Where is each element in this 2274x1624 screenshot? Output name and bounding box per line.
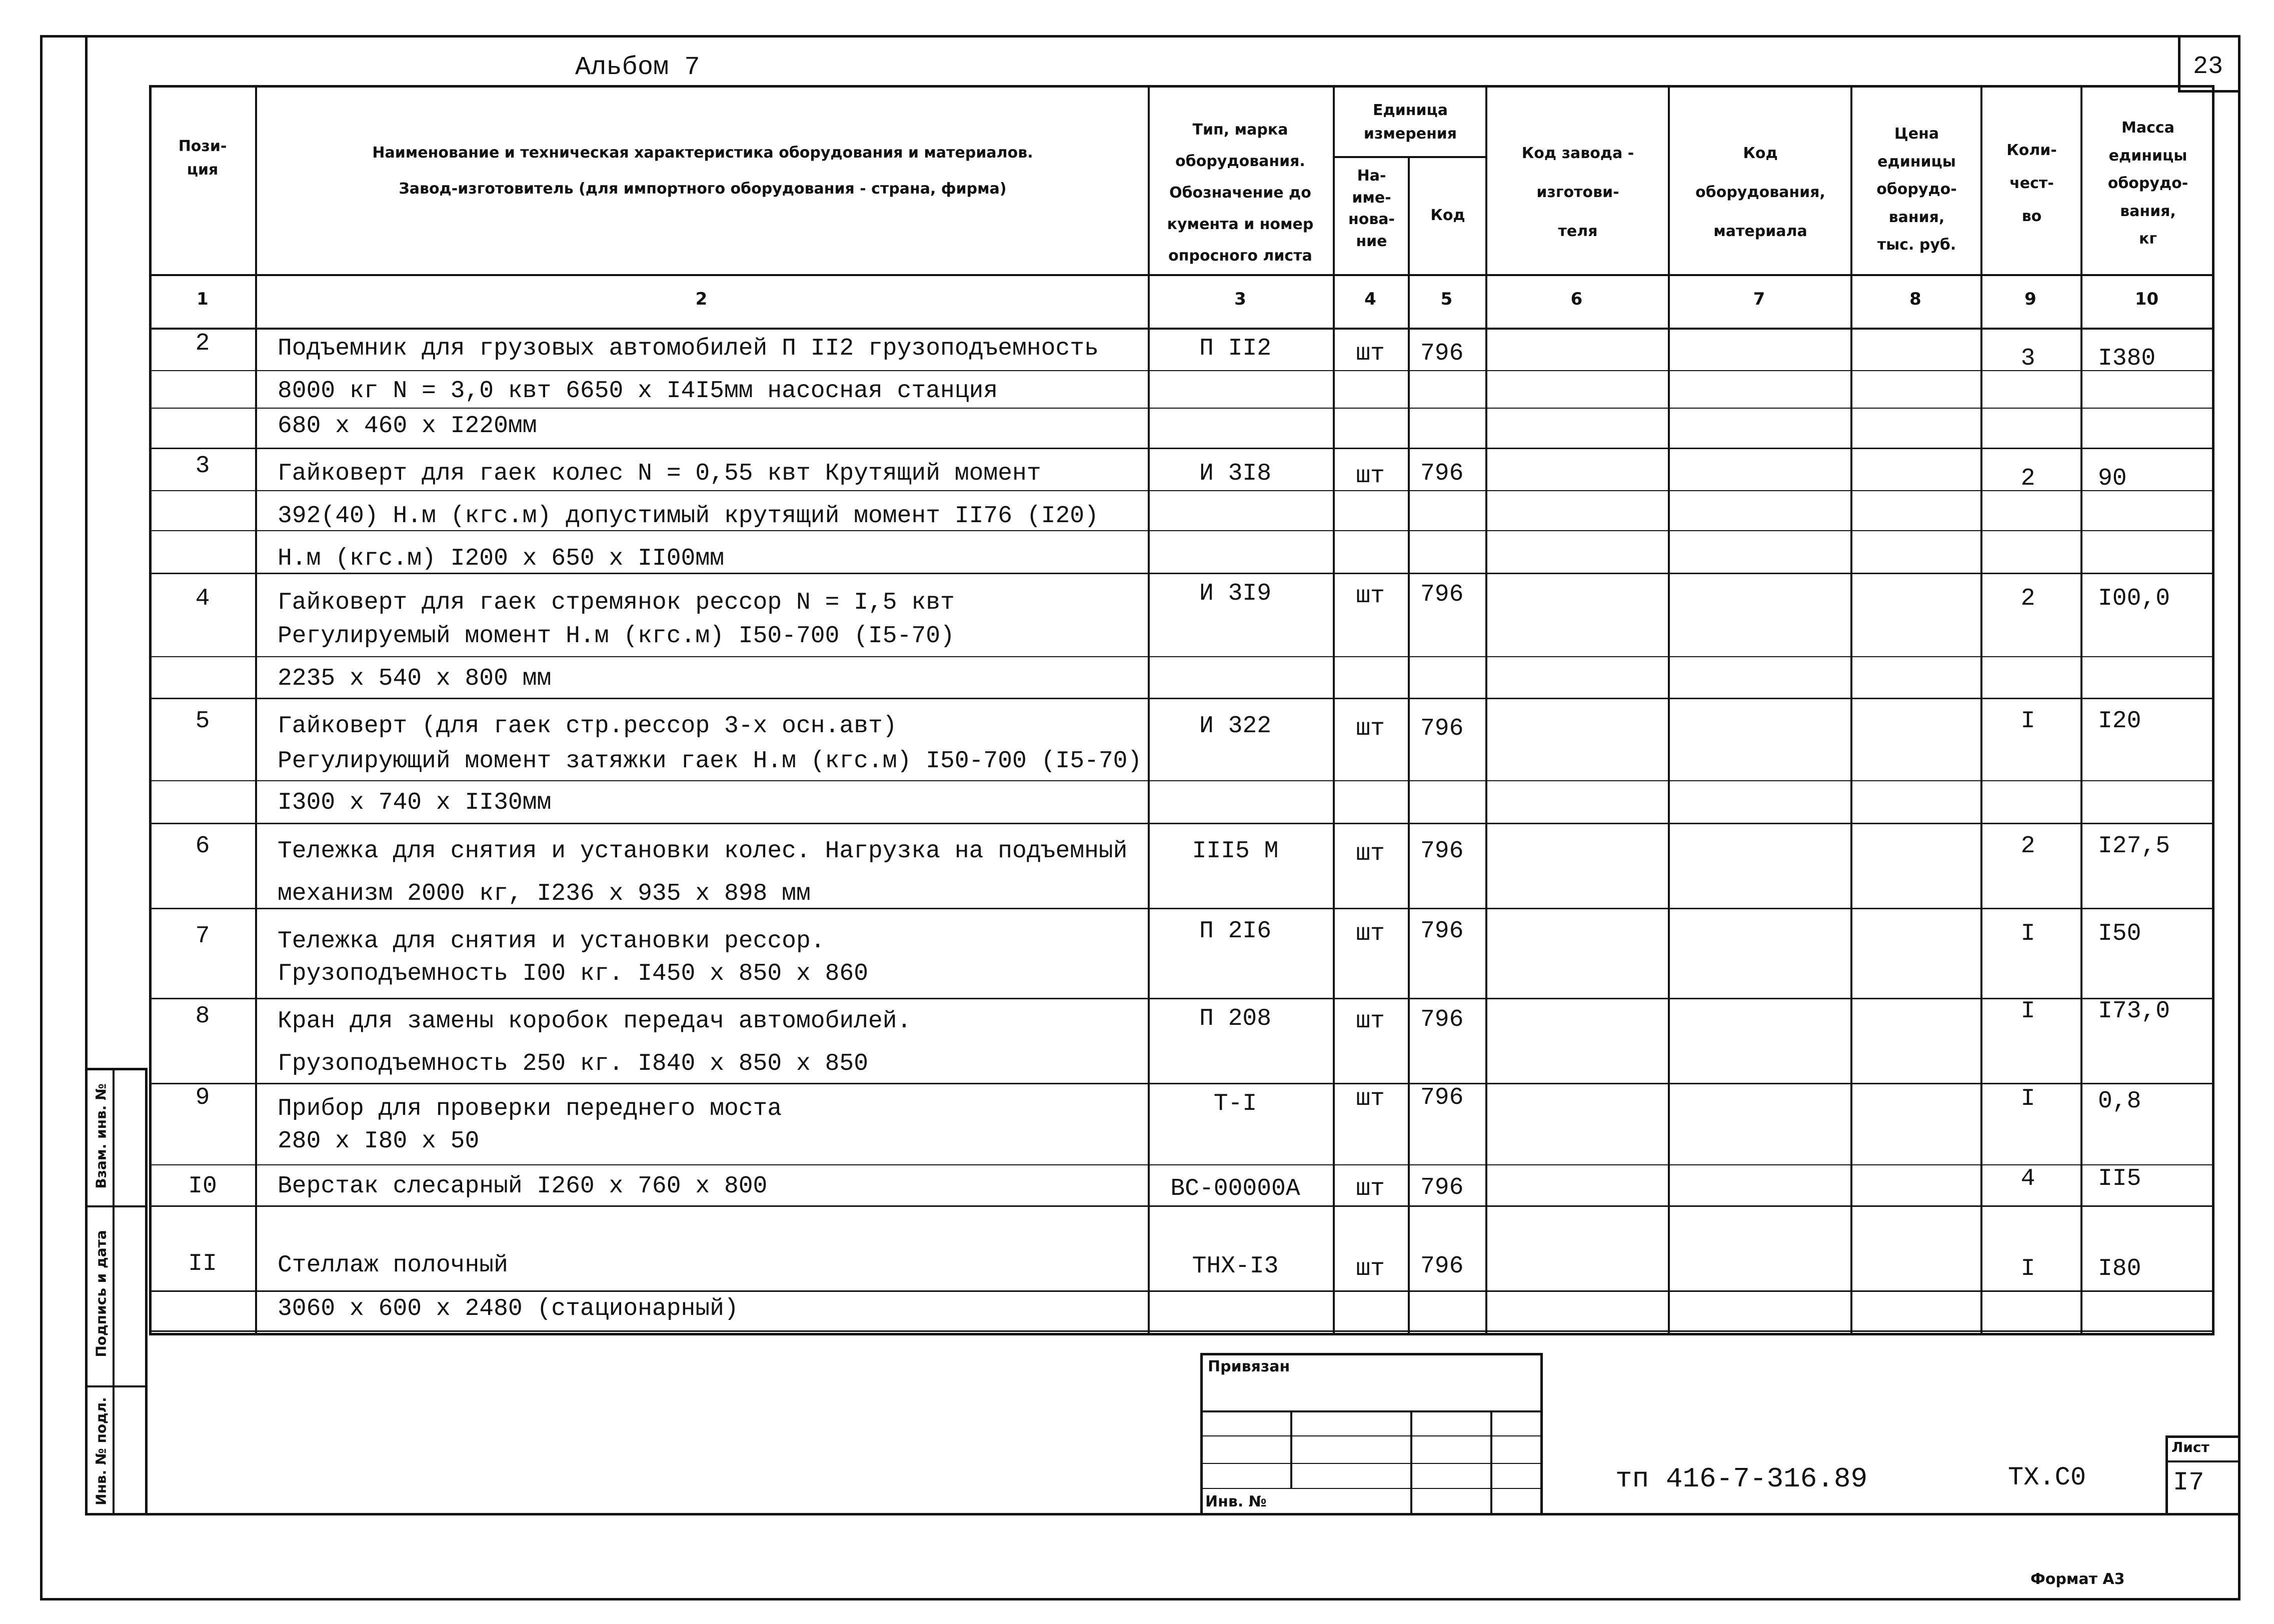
row-description-line: Гайковерт для гаек колес N = 0,55 квт Крутящий момент (278, 460, 1041, 487)
row-description-line: Тележка для снятия и установки колес. Нагрузка на подъемный (278, 838, 1128, 865)
row-position: 8 (195, 1003, 210, 1030)
row-line (149, 490, 2214, 491)
row-unit-code: 796 (1420, 918, 1464, 945)
row-description-line: I300 х 740 х II30мм (278, 789, 552, 816)
col-header-10: Масса единицы оборудо- вания, кг (2107, 119, 2188, 248)
row-type: Т-I (1213, 1090, 1257, 1117)
row-unit: шт (1356, 920, 1385, 947)
row-description-line: 8000 кг N = 3,0 квт 6650 х I4I5мм насосная станция (278, 378, 998, 405)
row-unit: шт (1356, 1085, 1385, 1112)
row-quantity: 4 (2020, 1165, 2035, 1192)
row-description-line: 3060 х 600 х 2480 (стационарный) (278, 1295, 739, 1322)
row-line (149, 823, 2214, 824)
row-description-line: Тележка для снятия и установки рессор. (278, 928, 825, 955)
row-position: 9 (195, 1084, 210, 1111)
row-description-line: 280 х I80 х 50 (278, 1128, 480, 1155)
binding-stamp-col (1290, 1410, 1292, 1488)
col-line-1 (255, 85, 257, 1335)
row-quantity: 2 (2020, 833, 2035, 860)
row-position: II (188, 1250, 217, 1277)
col-line-4 (1408, 156, 1410, 1335)
row-unit-code: 796 (1420, 1253, 1464, 1280)
row-quantity: 2 (2020, 585, 2035, 612)
row-description-line: Стеллаж полочный (278, 1252, 508, 1279)
row-type: ТНХ-I3 (1192, 1253, 1279, 1280)
row-mass: I50 (2098, 920, 2141, 947)
row-unit-code: 796 (1420, 838, 1464, 865)
row-description-line: Подъемник для грузовых автомобилей П II2 грузоподъемность (278, 335, 1099, 362)
row-mass: I380 (2098, 345, 2156, 372)
row-unit: шт (1356, 715, 1385, 742)
row-description-line: Регулируемый момент Н.м (кгс.м) I50-700 (I5-70) (278, 623, 955, 650)
side-stamp-original-inv: Инв. № подл. (93, 1397, 110, 1505)
paper-format: Формат А3 (2030, 1570, 2125, 1588)
col-number-5: 5 (1440, 289, 1453, 309)
page-number: 23 (2193, 53, 2223, 81)
col-header-8: Цена единицы оборудо- вания, тыс. руб. (1876, 125, 1957, 254)
row-mass: II5 (2098, 1165, 2141, 1192)
row-unit: шт (1356, 340, 1385, 367)
row-position: 3 (195, 453, 210, 480)
row-line (149, 370, 2214, 371)
row-line (149, 573, 2214, 574)
col-line-8 (1980, 85, 1982, 1335)
row-line (149, 780, 2214, 781)
col-number-9: 9 (2024, 289, 2036, 309)
row-description-line: Кран для замены коробок передач автомобилей. (278, 1008, 912, 1035)
col-number-6: 6 (1570, 289, 1583, 309)
row-position: 2 (195, 330, 210, 357)
sheet-box-line (2165, 1460, 2240, 1462)
row-type: И 3I8 (1199, 460, 1272, 487)
row-mass: 90 (2098, 465, 2127, 492)
col-header-6: Код завода - изготови- теля (1521, 145, 1634, 240)
side-stamp-divider (113, 1068, 115, 1515)
row-description-line: Грузоподъемность I00 кг. I450 х 850 х 860 (278, 960, 868, 987)
row-mass: I73,0 (2098, 998, 2170, 1025)
row-unit: шт (1356, 840, 1385, 867)
row-mass: I00,0 (2098, 585, 2170, 612)
row-line (149, 408, 2214, 409)
col-line-5 (1485, 85, 1487, 1335)
document-mark: ТХ.С0 (2008, 1463, 2086, 1492)
row-quantity: I (2020, 920, 2035, 947)
album-title: Альбом 7 (575, 53, 700, 82)
row-position: 4 (195, 585, 210, 612)
row-description-line: 2235 х 540 х 800 мм (278, 665, 552, 692)
row-type: ВС-00000А (1170, 1175, 1300, 1202)
row-position: 6 (195, 833, 210, 860)
row-unit-code: 796 (1420, 340, 1464, 367)
col-number-7: 7 (1753, 289, 1765, 309)
row-quantity: 2 (2020, 465, 2035, 492)
header-bottom-line (149, 274, 2214, 276)
inventory-number-label: Инв. № (1205, 1493, 1267, 1510)
row-unit: шт (1356, 1255, 1385, 1282)
row-line (149, 1330, 2214, 1332)
row-type: И 3I9 (1199, 580, 1272, 607)
col-header-4: На- име- нова- ние (1348, 167, 1395, 250)
col-header-7: Код оборудования, материала (1695, 145, 1825, 240)
row-position: I0 (188, 1173, 217, 1200)
row-unit: шт (1356, 1008, 1385, 1035)
col-number-1: 1 (197, 289, 209, 309)
col-header-3: Тип, марка оборудования. Обозначение до кумента и номер опросного листа (1167, 121, 1314, 265)
row-line (149, 1164, 2214, 1165)
row-mass: I20 (2098, 708, 2141, 735)
row-unit: шт (1356, 583, 1385, 610)
row-unit-code: 796 (1420, 715, 1464, 742)
row-description-line: механизм 2000 кг, I236 х 935 х 898 мм (278, 880, 811, 907)
row-unit-code: 796 (1420, 460, 1464, 487)
row-line (149, 1083, 2214, 1084)
binding-stamp-label: Привязан (1208, 1358, 1290, 1375)
row-type: П II2 (1199, 335, 1272, 362)
row-unit: шт (1356, 463, 1385, 490)
row-mass: I27,5 (2098, 833, 2170, 860)
col-number-10: 10 (2134, 289, 2159, 309)
side-stamp-signature-date: Подпись и дата (93, 1230, 110, 1357)
row-description-line: Прибор для проверки переднего моста (278, 1095, 782, 1122)
row-description-line: Грузоподъемность 250 кг. I840 х 850 х 850 (278, 1050, 868, 1077)
row-quantity: I (2020, 998, 2035, 1025)
col-number-2: 2 (695, 289, 708, 309)
row-description-line: Гайковерт (для гаек стр.рессор 3-х осн.авт) (278, 713, 897, 740)
row-quantity: I (2020, 708, 2035, 735)
row-position: 7 (195, 923, 210, 950)
row-unit-code: 796 (1420, 1174, 1464, 1201)
row-unit-code: 796 (1420, 581, 1464, 608)
colnum-bottom-line (149, 328, 2214, 330)
row-position: 5 (195, 708, 210, 735)
row-mass: I80 (2098, 1255, 2141, 1282)
col-line-2 (1148, 85, 1150, 1335)
row-type: П 208 (1199, 1005, 1272, 1032)
col-header-1: Пози- ция (178, 138, 227, 179)
row-line (149, 656, 2214, 657)
col-line-3 (1333, 85, 1335, 1335)
col-header-9: Коли- чест- во (2006, 142, 2057, 225)
col-line-6 (1668, 85, 1670, 1335)
document-code: тп 416-7-316.89 (1615, 1463, 1868, 1495)
col-header-2: Наименование и техническая характеристика оборудования и материалов. Завод-изготовитель (для импортного оборудования - страна, фирма) (372, 144, 1033, 198)
row-quantity: 3 (2020, 345, 2035, 372)
binding-stamp-col (1490, 1410, 1492, 1515)
row-line (149, 998, 2214, 999)
sheet-label: Лист (2171, 1439, 2209, 1455)
row-description-line: Н.м (кгс.м) I200 х 650 х II00мм (278, 545, 724, 572)
row-unit: шт (1356, 1175, 1385, 1202)
row-line (149, 698, 2214, 699)
col-number-3: 3 (1234, 289, 1246, 309)
row-line (149, 530, 2214, 531)
sheet-number: I7 (2173, 1468, 2204, 1497)
row-line (149, 1205, 2214, 1207)
unit-group-header: Единица измерения (1363, 102, 1457, 143)
row-line (149, 1290, 2214, 1292)
row-description-line: Верстак слесарный I260 х 760 х 800 (278, 1173, 768, 1200)
row-mass: 0,8 (2098, 1088, 2141, 1115)
row-unit-code: 796 (1420, 1084, 1464, 1111)
col-line-9 (2080, 85, 2082, 1335)
row-unit-code: 796 (1420, 1006, 1464, 1033)
row-type: И 322 (1199, 713, 1272, 740)
row-description-line: Регулирующий момент затяжки гаек Н.м (кгс.м) I50-700 (I5-70) (278, 748, 1142, 775)
row-description-line: 680 х 460 х I220мм (278, 413, 537, 440)
binding-stamp-col (1410, 1410, 1412, 1515)
col-number-8: 8 (1909, 289, 1921, 309)
row-quantity: I (2020, 1085, 2035, 1112)
row-type: III5 М (1192, 838, 1279, 865)
col-number-4: 4 (1364, 289, 1376, 309)
side-stamp-replacement-inv: Взам. инв. № (93, 1083, 110, 1189)
col-line-7 (1850, 85, 1852, 1335)
row-description-line: Гайковерт для гаек стремянок рессор N = I,5 квт (278, 589, 955, 616)
row-line (149, 448, 2214, 449)
row-type: П 2I6 (1199, 918, 1272, 945)
row-quantity: I (2020, 1255, 2035, 1282)
col-header-5: Код (1430, 207, 1465, 224)
row-description-line: 392(40) Н.м (кгс.м) допустимый крутящий момент II76 (I20) (278, 503, 1099, 530)
row-line (149, 908, 2214, 909)
